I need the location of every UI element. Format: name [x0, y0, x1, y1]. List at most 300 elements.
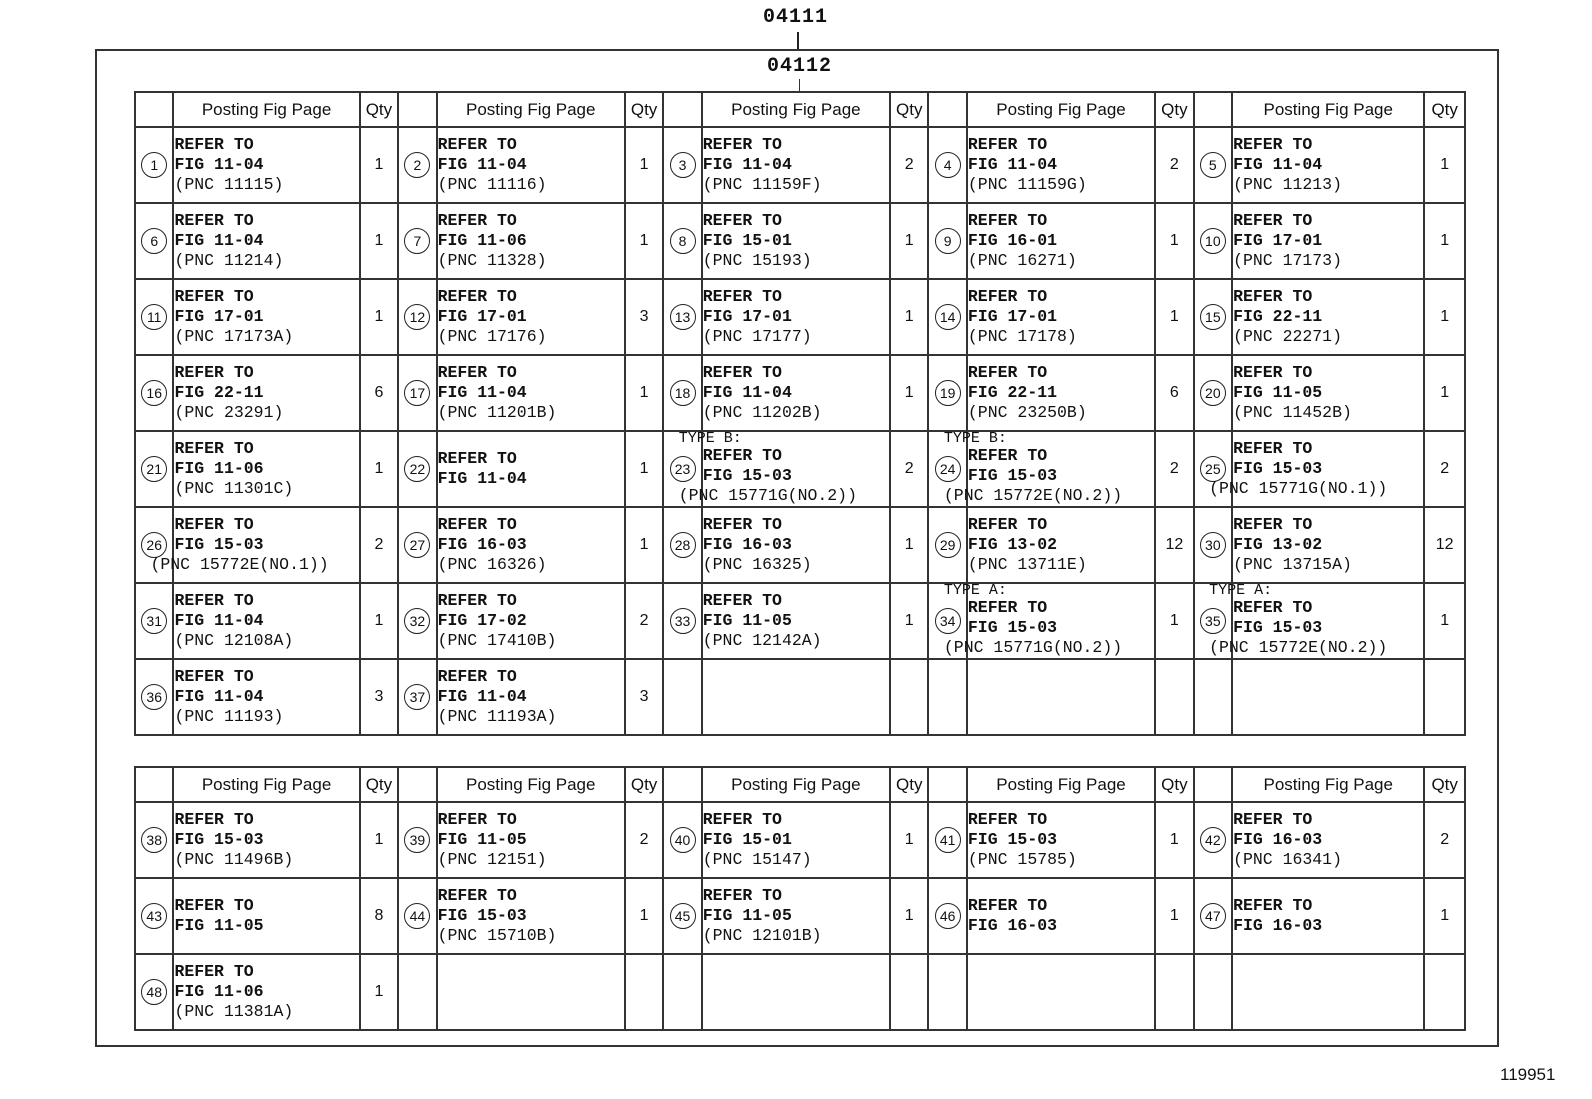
item-number-cell — [928, 355, 966, 431]
item-number: 47 — [1200, 903, 1226, 929]
fig-reference-cell — [967, 127, 1155, 203]
quantity: 8 — [360, 878, 398, 954]
pnc-code: (PNC 11115) — [174, 175, 284, 194]
quantity: 1 — [890, 279, 928, 355]
fig-number: FIG 11-04 — [702, 383, 792, 402]
pnc-code: (PNC 15771G(NO.1)) — [1209, 479, 1388, 498]
fig-number: FIG 17-02 — [437, 611, 527, 630]
item-number-cell — [1194, 659, 1232, 735]
pnc-code: (PNC 15772E(NO.2)) — [1209, 638, 1388, 657]
item-number-cell — [135, 659, 173, 735]
parts-reference-table-1 — [134, 91, 1466, 736]
type-label: TYPE A: — [943, 582, 1007, 599]
item-number: 36 — [141, 684, 167, 710]
item-number-cell — [398, 878, 436, 954]
pnc-code: (PNC 17410B) — [437, 631, 557, 650]
item-number: 35 — [1200, 608, 1226, 634]
item-number: 31 — [141, 608, 167, 634]
quantity: 1 — [360, 954, 398, 1030]
refer-text: REFER TO — [1233, 135, 1313, 154]
refer-text: REFER TO — [437, 287, 517, 306]
quantity: 2 — [1155, 127, 1193, 203]
item-number-cell — [928, 659, 966, 735]
fig-reference-cell — [437, 431, 625, 507]
item-number-cell — [398, 127, 436, 203]
fig-number: FIG 15-03 — [174, 535, 264, 554]
quantity: 1 — [1424, 279, 1465, 355]
header-number-column — [1194, 767, 1232, 802]
table-row — [135, 279, 1465, 355]
item-number: 21 — [141, 456, 167, 482]
refer-text: REFER TO — [437, 449, 517, 468]
pnc-code: (PNC 17173) — [1233, 251, 1342, 270]
refer-text: REFER TO — [174, 211, 254, 230]
item-number: 29 — [935, 532, 961, 558]
header-qty: Qty — [1155, 767, 1193, 802]
fig-number: FIG 17-01 — [174, 307, 264, 326]
quantity: 1 — [1155, 203, 1193, 279]
header-fig-page: Posting Fig Page — [702, 92, 890, 127]
quantity: 1 — [360, 802, 398, 878]
header-number-column — [135, 92, 173, 127]
fig-reference-cell — [1232, 127, 1424, 203]
pnc-code: (PNC 11193A) — [437, 707, 557, 726]
fig-number: FIG 11-04 — [437, 687, 527, 706]
fig-number: FIG 11-04 — [174, 687, 264, 706]
item-number-cell — [663, 954, 701, 1030]
item-number: 43 — [141, 903, 167, 929]
quantity: 3 — [360, 659, 398, 735]
item-number-cell — [398, 583, 436, 659]
item-number-cell — [663, 203, 701, 279]
item-number: 19 — [935, 380, 961, 406]
item-number-cell — [928, 954, 966, 1030]
quantity: 2 — [1155, 431, 1193, 507]
fig-number: FIG 16-03 — [437, 535, 527, 554]
item-number-cell — [398, 507, 436, 583]
item-number: 17 — [404, 380, 430, 406]
quantity: 2 — [890, 127, 928, 203]
quantity — [1424, 659, 1465, 735]
fig-number: FIG 16-01 — [967, 231, 1058, 250]
pnc-code: (PNC 11202B) — [702, 403, 822, 422]
pnc-code: (PNC 12101B) — [702, 926, 822, 945]
item-number: 41 — [935, 827, 961, 853]
header-qty: Qty — [890, 92, 928, 127]
fig-reference-cell — [967, 279, 1155, 355]
quantity — [625, 954, 663, 1030]
item-number: 28 — [670, 532, 696, 558]
quantity: 1 — [890, 583, 928, 659]
quantity — [890, 659, 928, 735]
fig-number: FIG 15-03 — [967, 618, 1058, 637]
item-number: 45 — [670, 903, 696, 929]
fig-reference-cell — [702, 659, 890, 735]
item-number-cell — [663, 802, 701, 878]
item-number-cell — [398, 279, 436, 355]
item-number: 46 — [935, 903, 961, 929]
table-row — [135, 659, 1465, 735]
fig-number: FIG 17-01 — [1233, 231, 1323, 250]
quantity: 1 — [890, 355, 928, 431]
item-number: 13 — [670, 304, 696, 330]
fig-number: FIG 17-01 — [702, 307, 792, 326]
refer-text: REFER TO — [702, 886, 782, 905]
item-number-cell — [1194, 355, 1232, 431]
item-number: 48 — [141, 979, 167, 1005]
fig-number: FIG 15-03 — [967, 830, 1058, 849]
table-row — [135, 802, 1465, 878]
item-number-cell — [1194, 203, 1232, 279]
fig-reference-cell — [173, 659, 359, 735]
fig-number: FIG 16-03 — [1233, 916, 1323, 935]
fig-number: FIG 15-03 — [1233, 459, 1323, 478]
quantity: 2 — [625, 802, 663, 878]
fig-number: FIG 11-04 — [702, 155, 792, 174]
fig-reference-cell — [967, 355, 1155, 431]
quantity: 1 — [625, 507, 663, 583]
quantity: 1 — [890, 507, 928, 583]
fig-number: FIG 11-06 — [174, 459, 264, 478]
fig-number: FIG 16-03 — [702, 535, 792, 554]
header-fig-page: Posting Fig Page — [702, 767, 890, 802]
item-number: 42 — [1200, 827, 1226, 853]
item-number: 39 — [404, 827, 430, 853]
item-number: 22 — [404, 456, 430, 482]
header-fig-page: Posting Fig Page — [967, 92, 1155, 127]
item-number: 2 — [404, 152, 430, 178]
item-number-cell — [663, 659, 701, 735]
refer-text: REFER TO — [174, 896, 254, 915]
quantity: 1 — [1424, 878, 1465, 954]
item-number: 32 — [404, 608, 430, 634]
fig-reference-cell — [1232, 878, 1424, 954]
quantity: 1 — [625, 431, 663, 507]
pnc-code: (PNC 23250B) — [967, 403, 1087, 422]
table-row — [135, 127, 1465, 203]
header-fig-page: Posting Fig Page — [437, 92, 625, 127]
quantity — [1155, 954, 1193, 1030]
refer-text: REFER TO — [967, 211, 1048, 230]
assembly-leader-line — [797, 32, 799, 49]
fig-reference-cell — [702, 583, 890, 659]
item-number: 38 — [141, 827, 167, 853]
header-qty: Qty — [1155, 92, 1193, 127]
fig-number: FIG 15-03 — [437, 906, 527, 925]
table-row — [135, 583, 1465, 659]
quantity: 1 — [1155, 583, 1193, 659]
header-qty: Qty — [1424, 767, 1465, 802]
refer-text: REFER TO — [702, 515, 782, 534]
quantity: 2 — [890, 431, 928, 507]
refer-text: REFER TO — [1233, 439, 1313, 458]
pnc-code: (PNC 15772E(NO.1)) — [150, 555, 329, 574]
table-row — [135, 954, 1465, 1030]
refer-text: REFER TO — [174, 287, 254, 306]
fig-reference-cell — [1232, 279, 1424, 355]
type-label: TYPE A: — [1209, 582, 1273, 599]
refer-text: REFER TO — [967, 598, 1048, 617]
pnc-code: (PNC 11193) — [174, 707, 284, 726]
fig-reference-cell — [173, 127, 359, 203]
pnc-code: (PNC 11213) — [1233, 175, 1342, 194]
item-number: 10 — [1200, 228, 1226, 254]
item-number: 33 — [670, 608, 696, 634]
fig-reference-cell — [967, 878, 1155, 954]
quantity: 1 — [1424, 127, 1465, 203]
refer-text: REFER TO — [967, 363, 1048, 382]
fig-reference-cell — [173, 583, 359, 659]
header-fig-page: Posting Fig Page — [1232, 767, 1424, 802]
fig-number: FIG 11-04 — [174, 231, 264, 250]
refer-text: REFER TO — [174, 515, 254, 534]
header-number-column — [398, 767, 436, 802]
item-number-cell — [928, 203, 966, 279]
header-qty: Qty — [890, 767, 928, 802]
fig-number: FIG 11-05 — [174, 916, 264, 935]
quantity: 1 — [1155, 279, 1193, 355]
refer-text: REFER TO — [1233, 810, 1313, 829]
quantity: 1 — [625, 355, 663, 431]
item-number: 1 — [141, 152, 167, 178]
header-fig-page: Posting Fig Page — [173, 92, 359, 127]
fig-reference-cell — [702, 802, 890, 878]
item-number: 23 — [670, 456, 696, 482]
refer-text: REFER TO — [174, 135, 254, 154]
refer-text: REFER TO — [437, 886, 517, 905]
fig-number: FIG 17-01 — [437, 307, 527, 326]
refer-text: REFER TO — [702, 363, 782, 382]
fig-number: FIG 11-04 — [174, 611, 264, 630]
quantity: 1 — [625, 127, 663, 203]
fig-number: FIG 11-05 — [1233, 383, 1323, 402]
fig-number: FIG 11-06 — [174, 982, 264, 1001]
fig-number: FIG 15-03 — [174, 830, 264, 849]
quantity — [890, 954, 928, 1030]
pnc-code: (PNC 15772E(NO.2)) — [943, 486, 1123, 505]
item-number: 27 — [404, 532, 430, 558]
refer-text: REFER TO — [702, 810, 782, 829]
item-number-cell — [135, 203, 173, 279]
fig-reference-cell — [437, 127, 625, 203]
fig-reference-cell — [437, 203, 625, 279]
quantity — [1424, 954, 1465, 1030]
refer-text: REFER TO — [967, 135, 1048, 154]
refer-text: REFER TO — [967, 446, 1048, 465]
item-number-cell — [663, 583, 701, 659]
header-qty: Qty — [625, 767, 663, 802]
pnc-code: (PNC 22271) — [1233, 327, 1342, 346]
header-qty: Qty — [625, 92, 663, 127]
header-fig-page: Posting Fig Page — [173, 767, 359, 802]
pnc-code: (PNC 13711E) — [967, 555, 1087, 574]
table-row — [135, 507, 1465, 583]
quantity: 1 — [360, 203, 398, 279]
refer-text: REFER TO — [437, 810, 517, 829]
fig-reference-cell — [1232, 802, 1424, 878]
item-number-cell — [398, 659, 436, 735]
pnc-code: (PNC 16325) — [702, 555, 812, 574]
pnc-code: (PNC 13715A) — [1233, 555, 1352, 574]
item-number: 9 — [935, 228, 961, 254]
quantity: 1 — [360, 279, 398, 355]
fig-reference-cell — [173, 954, 359, 1030]
header-row — [135, 767, 1465, 802]
refer-text: REFER TO — [437, 363, 517, 382]
fig-number: FIG 15-03 — [702, 466, 792, 485]
fig-number: FIG 15-01 — [702, 231, 792, 250]
item-number-cell — [1194, 507, 1232, 583]
fig-reference-cell — [173, 878, 359, 954]
pnc-code: (PNC 11116) — [437, 175, 547, 194]
quantity: 1 — [625, 878, 663, 954]
header-qty: Qty — [360, 92, 398, 127]
item-number-cell — [1194, 878, 1232, 954]
item-number-cell — [398, 431, 436, 507]
refer-text: REFER TO — [967, 515, 1048, 534]
assembly-label: 04111 — [763, 6, 829, 29]
fig-reference-cell — [1232, 355, 1424, 431]
fig-reference-cell — [702, 203, 890, 279]
item-number-cell — [928, 507, 966, 583]
pnc-code: (PNC 15785) — [967, 850, 1077, 869]
item-number-cell — [663, 127, 701, 203]
refer-text: REFER TO — [702, 135, 782, 154]
refer-text: REFER TO — [1233, 211, 1313, 230]
quantity — [1155, 659, 1193, 735]
fig-number: FIG 16-03 — [1233, 830, 1323, 849]
item-number-cell — [135, 954, 173, 1030]
fig-reference-cell — [437, 802, 625, 878]
pnc-code: (PNC 15147) — [702, 850, 812, 869]
pnc-code: (PNC 11328) — [437, 251, 547, 270]
pnc-code: (PNC 11496B) — [174, 850, 294, 869]
fig-number: FIG 11-04 — [437, 383, 527, 402]
pnc-code: (PNC 15771G(NO.2)) — [943, 638, 1123, 657]
item-number: 7 — [404, 228, 430, 254]
item-number: 40 — [670, 827, 696, 853]
fig-number: FIG 11-05 — [702, 611, 792, 630]
item-number-cell — [135, 431, 173, 507]
quantity: 6 — [360, 355, 398, 431]
fig-reference-cell — [173, 355, 359, 431]
quantity: 3 — [625, 659, 663, 735]
quantity: 1 — [1424, 355, 1465, 431]
item-number-cell — [135, 583, 173, 659]
refer-text: REFER TO — [174, 667, 254, 686]
sub-assembly-leader-line — [799, 79, 800, 91]
quantity: 1 — [1155, 878, 1193, 954]
pnc-code: (PNC 11159G) — [967, 175, 1087, 194]
quantity: 1 — [360, 127, 398, 203]
item-number-cell — [398, 203, 436, 279]
fig-reference-cell — [967, 659, 1155, 735]
item-number: 26 — [141, 532, 167, 558]
item-number-cell — [663, 279, 701, 355]
pnc-code: (PNC 17176) — [437, 327, 547, 346]
item-number-cell — [928, 127, 966, 203]
item-number-cell — [1194, 802, 1232, 878]
fig-reference-cell — [702, 954, 890, 1030]
fig-reference-cell — [967, 203, 1155, 279]
fig-number: FIG 13-02 — [967, 535, 1058, 554]
refer-text: REFER TO — [967, 287, 1048, 306]
header-number-column — [928, 92, 966, 127]
refer-text: REFER TO — [967, 896, 1048, 915]
pnc-code: (PNC 11159F) — [702, 175, 822, 194]
quantity: 12 — [1424, 507, 1465, 583]
fig-reference-cell — [437, 279, 625, 355]
quantity: 1 — [360, 583, 398, 659]
item-number: 14 — [935, 304, 961, 330]
item-number-cell — [928, 802, 966, 878]
refer-text: REFER TO — [1233, 363, 1313, 382]
header-number-column — [663, 92, 701, 127]
quantity: 1 — [1424, 203, 1465, 279]
fig-number: FIG 22-11 — [174, 383, 264, 402]
quantity: 2 — [1424, 431, 1465, 507]
quantity: 2 — [625, 583, 663, 659]
item-number-cell — [928, 279, 966, 355]
fig-number: FIG 16-03 — [967, 916, 1058, 935]
fig-number: FIG 11-04 — [437, 155, 527, 174]
fig-reference-cell — [437, 954, 625, 1030]
item-number-cell — [1194, 127, 1232, 203]
pnc-code: (PNC 16271) — [967, 251, 1077, 270]
item-number-cell — [135, 127, 173, 203]
fig-reference-cell — [173, 279, 359, 355]
pnc-code: (PNC 11301C) — [174, 479, 294, 498]
item-number-cell — [135, 878, 173, 954]
item-number: 16 — [141, 380, 167, 406]
pnc-code: (PNC 17177) — [702, 327, 812, 346]
header-qty: Qty — [1424, 92, 1465, 127]
quantity: 12 — [1155, 507, 1193, 583]
pnc-code: (PNC 12108A) — [174, 631, 294, 650]
refer-text: REFER TO — [1233, 896, 1313, 915]
item-number: 18 — [670, 380, 696, 406]
quantity: 3 — [625, 279, 663, 355]
header-number-column — [663, 767, 701, 802]
refer-text: REFER TO — [437, 667, 517, 686]
pnc-code: (PNC 11214) — [174, 251, 284, 270]
fig-reference-cell — [967, 507, 1155, 583]
pnc-code: (PNC 15710B) — [437, 926, 557, 945]
quantity: 1 — [625, 203, 663, 279]
fig-reference-cell — [437, 355, 625, 431]
fig-reference-cell — [702, 355, 890, 431]
header-number-column — [398, 92, 436, 127]
refer-text: REFER TO — [174, 810, 254, 829]
pnc-code: (PNC 16341) — [1233, 850, 1342, 869]
header-row — [135, 92, 1465, 127]
fig-reference-cell — [967, 954, 1155, 1030]
refer-text: REFER TO — [437, 135, 517, 154]
pnc-code: (PNC 16326) — [437, 555, 547, 574]
item-number-cell — [663, 355, 701, 431]
item-number: 15 — [1200, 304, 1226, 330]
quantity: 6 — [1155, 355, 1193, 431]
header-fig-page: Posting Fig Page — [967, 767, 1155, 802]
fig-reference-cell — [173, 802, 359, 878]
item-number-cell — [1194, 279, 1232, 355]
fig-number: FIG 22-11 — [1233, 307, 1323, 326]
item-number: 11 — [141, 304, 167, 330]
item-number-cell — [1194, 954, 1232, 1030]
fig-number: FIG 11-04 — [1233, 155, 1323, 174]
fig-number: FIG 11-06 — [437, 231, 527, 250]
fig-reference-cell — [437, 507, 625, 583]
